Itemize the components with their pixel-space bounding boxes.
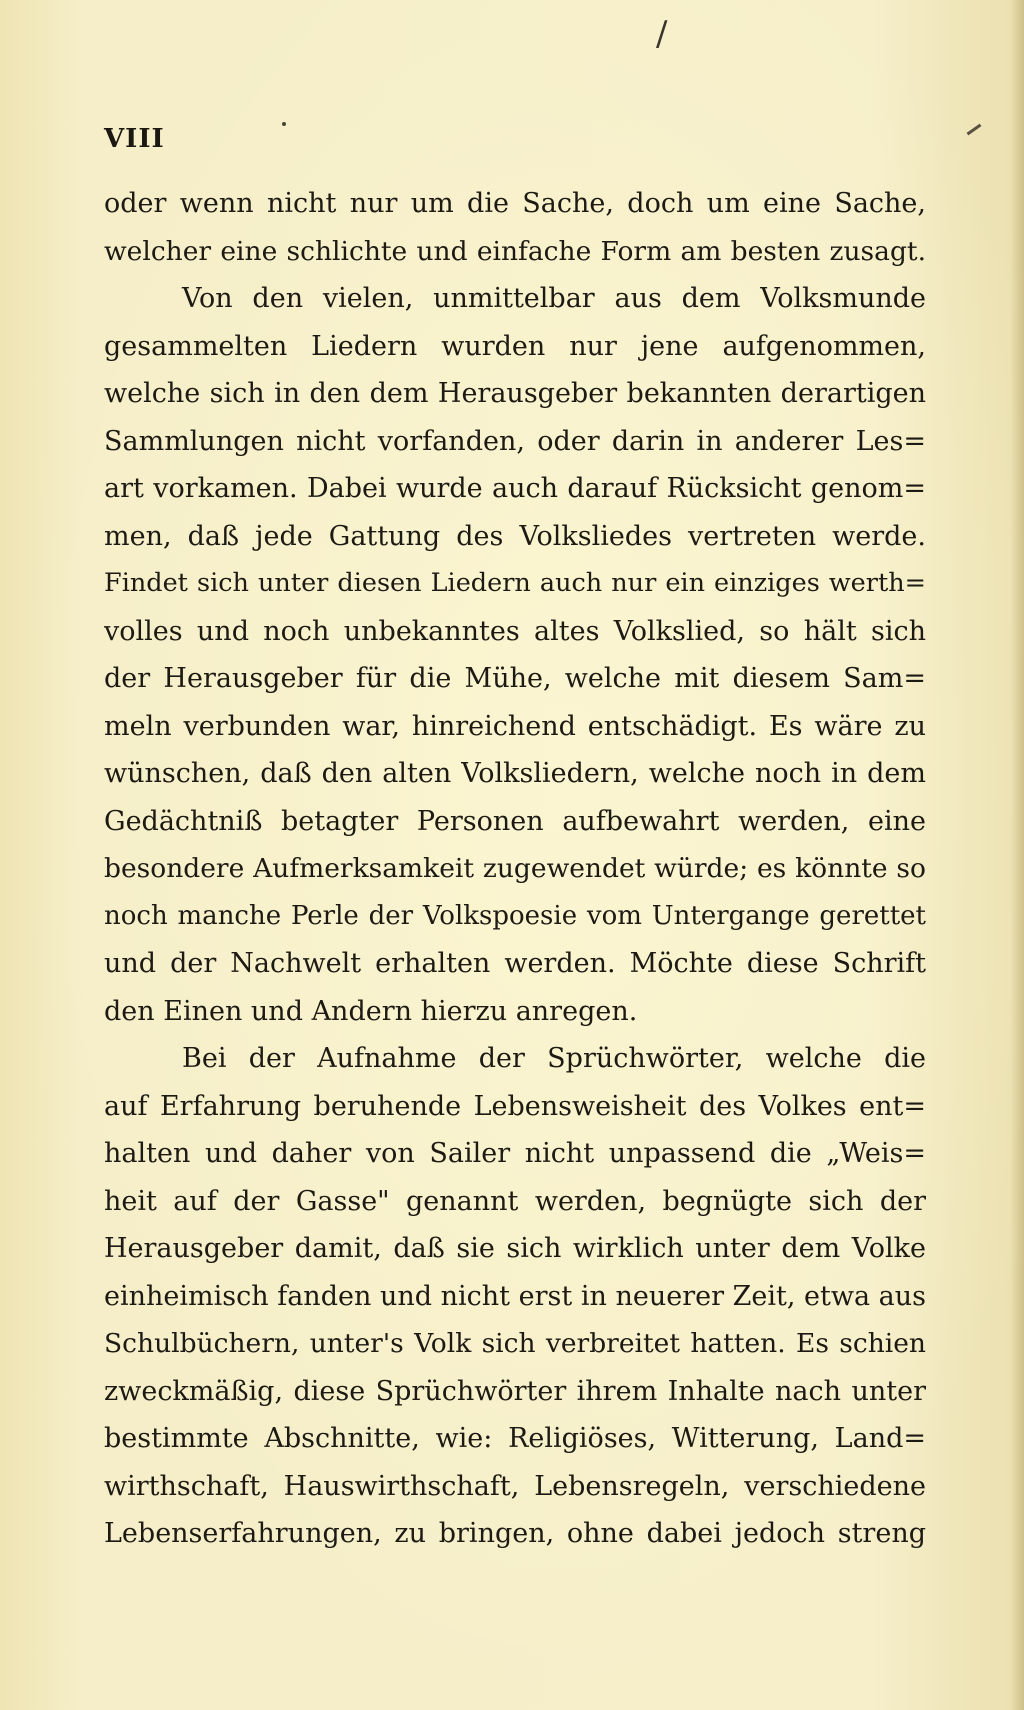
text-line: besondere Aufmerksamkeit zugewendet würde; es könnte so — [104, 853, 926, 884]
text-line: meln verbunden war, hinreichend entschädigt. Es wäre zu — [104, 710, 926, 742]
text-line: zweckmäßig, diese Sprüchwörter ihrem Inhalte nach unter — [104, 1375, 926, 1407]
ink-speck — [282, 122, 286, 126]
text-line: gesammelten Liedern wurden nur jene aufgenommen, — [104, 330, 926, 362]
text-line: und der Nachwelt erhalten werden. Möchte diese Schrift — [104, 948, 926, 979]
text-line: Gedächtniß betagter Personen aufbewahrt werden, eine — [104, 805, 926, 837]
text-line: der Herausgeber für die Mühe, welche mit diesem Sam= — [104, 663, 926, 694]
text-line: wünschen, daß den alten Volksliedern, welche noch in dem — [104, 758, 926, 789]
text-line: halten und daher von Sailer nicht unpassend die „Weis= — [104, 1138, 926, 1169]
text-line: men, daß jede Gattung des Volksliedes vertreten werde. — [104, 520, 926, 552]
page-number: VIII — [104, 124, 165, 154]
text-line: den Einen und Andern hierzu anregen. — [104, 995, 638, 1027]
text-line: Schulbüchern, unter's Volk sich verbreitet hatten. Es schien — [104, 1328, 926, 1359]
text-line: einheimisch fanden und nicht erst in neuerer Zeit, etwa aus — [104, 1280, 926, 1312]
margin-mark — [967, 124, 982, 136]
pencil-mark: / — [656, 14, 668, 54]
text-line: Lebenserfahrungen, zu bringen, ohne dabei jedoch streng — [104, 1518, 926, 1549]
text-line: noch manche Perle der Volkspoesie vom Untergange gerettet — [104, 900, 926, 931]
text-line: Bei der Aufnahme der Sprüchwörter, welche die — [182, 1043, 926, 1074]
text-line: heit auf der Gasse" genannt werden, begnügte sich der — [104, 1185, 926, 1217]
page-edge-shadow — [1010, 0, 1024, 1710]
text-line: art vorkamen. Dabei wurde auch darauf Rücksicht genom= — [104, 473, 926, 504]
text-line: auf Erfahrung beruhende Lebensweisheit des Volkes ent= — [104, 1090, 926, 1122]
text-line: Findet sich unter diesen Liedern auch nur ein einziges werth= — [104, 568, 926, 598]
text-line: volles und noch unbekanntes altes Volkslied, so hält sich — [104, 615, 926, 647]
text-line: wirthschaft, Hauswirthschaft, Lebensregeln, verschiedene — [104, 1470, 926, 1502]
text-line: oder wenn nicht nur um die Sache, doch um eine Sache, — [104, 188, 926, 219]
text-line: Von den vielen, unmittelbar aus dem Volksmunde — [182, 283, 926, 314]
text-line: bestimmte Abschnitte, wie: Religiöses, Witterung, Land= — [104, 1423, 926, 1454]
body-text — [104, 180, 926, 1558]
text-line: Sammlungen nicht vorfanden, oder darin in anderer Les= — [104, 425, 926, 457]
text-line: Herausgeber damit, daß sie sich wirklich unter dem Volke — [104, 1233, 926, 1264]
text-line: welcher eine schlichte und einfache Form am besten zusagt. — [104, 235, 926, 267]
text-line: welche sich in den dem Herausgeber bekannten derartigen — [104, 378, 926, 409]
